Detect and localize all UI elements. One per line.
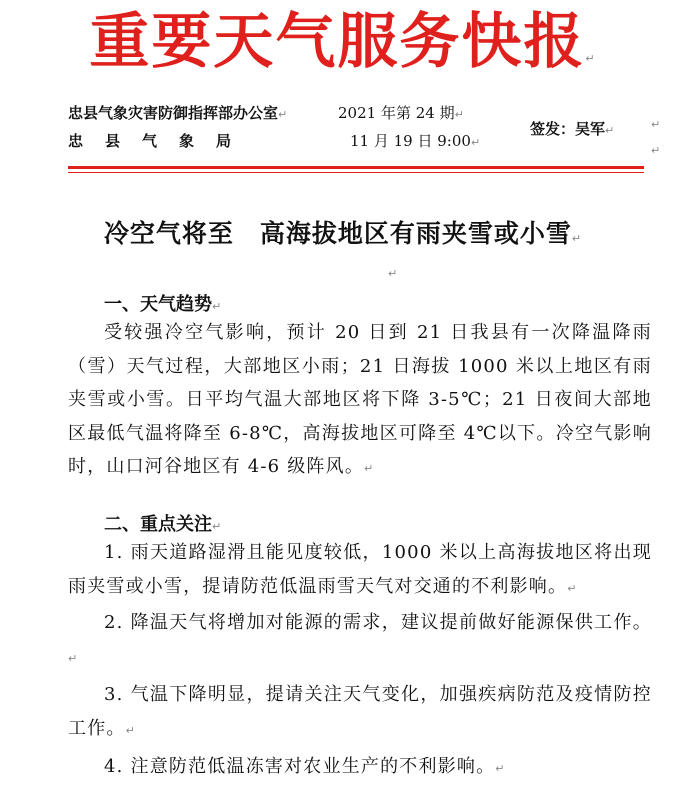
paragraph-mark-icon: ↵	[651, 118, 661, 131]
issuer-bureau-name: 忠县气象局	[68, 132, 254, 150]
paragraph-mark-icon: ↵	[125, 723, 137, 737]
paragraph-concern-1: 1. 雨天道路湿滑且能见度较低，1000 米以上高海拔地区将出现雨夹雪或小雪，提请防范低温雨雪天气对交通的不利影响。↵	[68, 542, 652, 597]
paragraph-mark-icon: ↵	[585, 52, 597, 65]
paragraph-mark-icon: ↵	[605, 124, 615, 137]
paragraph-weather-trend: 受较强冷空气影响，预计 20 日到 21 日我县有一次降温降雨（雪）天气过程，大部地区小雨；21 日海拔 1000 米以上地区有雨夹雪或小雪。日平均气温大部地区将下降 3-5℃；21 日夜间大部地区最低气温将降至 6-8℃，高海拔地区可降至 4℃以下。冷空气影响时，山口河谷地区有 4-6 级阵风。↵	[68, 322, 652, 477]
issue-number: 2021 年第 24 期↵	[338, 104, 464, 122]
paragraph-mark-icon: ↵	[212, 520, 222, 533]
issuer-header	[68, 102, 668, 158]
section-heading-key-concerns: 二、重点关注↵	[104, 514, 222, 535]
paragraph-mark-icon: ↵	[388, 267, 398, 280]
paragraph-mark-icon: ↵	[364, 462, 375, 475]
paragraph-mark-icon: ↵	[470, 136, 481, 149]
paragraph-mark-icon: ↵	[571, 232, 583, 245]
paragraph-concern-2: 2. 降温天气将增加对能源的需求，建议提前做好能源保供工作。↵	[68, 612, 652, 665]
paragraph-mark-icon: ↵	[495, 762, 506, 775]
paragraph-concern-4: 4. 注意防范低温冻害对农业生产的不利影响。↵	[104, 756, 506, 777]
paragraph-mark-icon: ↵	[567, 581, 578, 595]
red-divider-thin	[68, 172, 644, 173]
paragraph-mark-icon: ↵	[454, 108, 464, 121]
issue-date: 11 月 19 日 9:00↵	[350, 132, 481, 150]
paragraph-mark-icon: ↵	[651, 144, 661, 157]
paragraph-mark-icon: ↵	[278, 108, 288, 121]
paragraph-mark-icon: ↵	[68, 651, 79, 665]
signer: 签发：吴军↵	[530, 120, 615, 138]
paragraph-mark-icon: ↵	[212, 300, 222, 313]
issuer-office-name: 忠县气象灾害防御指挥部办公室↵	[68, 104, 288, 122]
bulletin-title: 重要天气服务快报↵	[89, 7, 597, 77]
section-heading-weather-trend: 一、天气趋势↵	[104, 294, 222, 315]
paragraph-concern-3: 3. 气温下降明显，提请关注天气变化，加强疾病防范及疫情防控工作。↵	[68, 684, 652, 739]
document-title: 冷空气将至 高海拔地区有雨夹雪或小雪↵	[103, 219, 583, 248]
red-divider-thick	[68, 166, 644, 169]
